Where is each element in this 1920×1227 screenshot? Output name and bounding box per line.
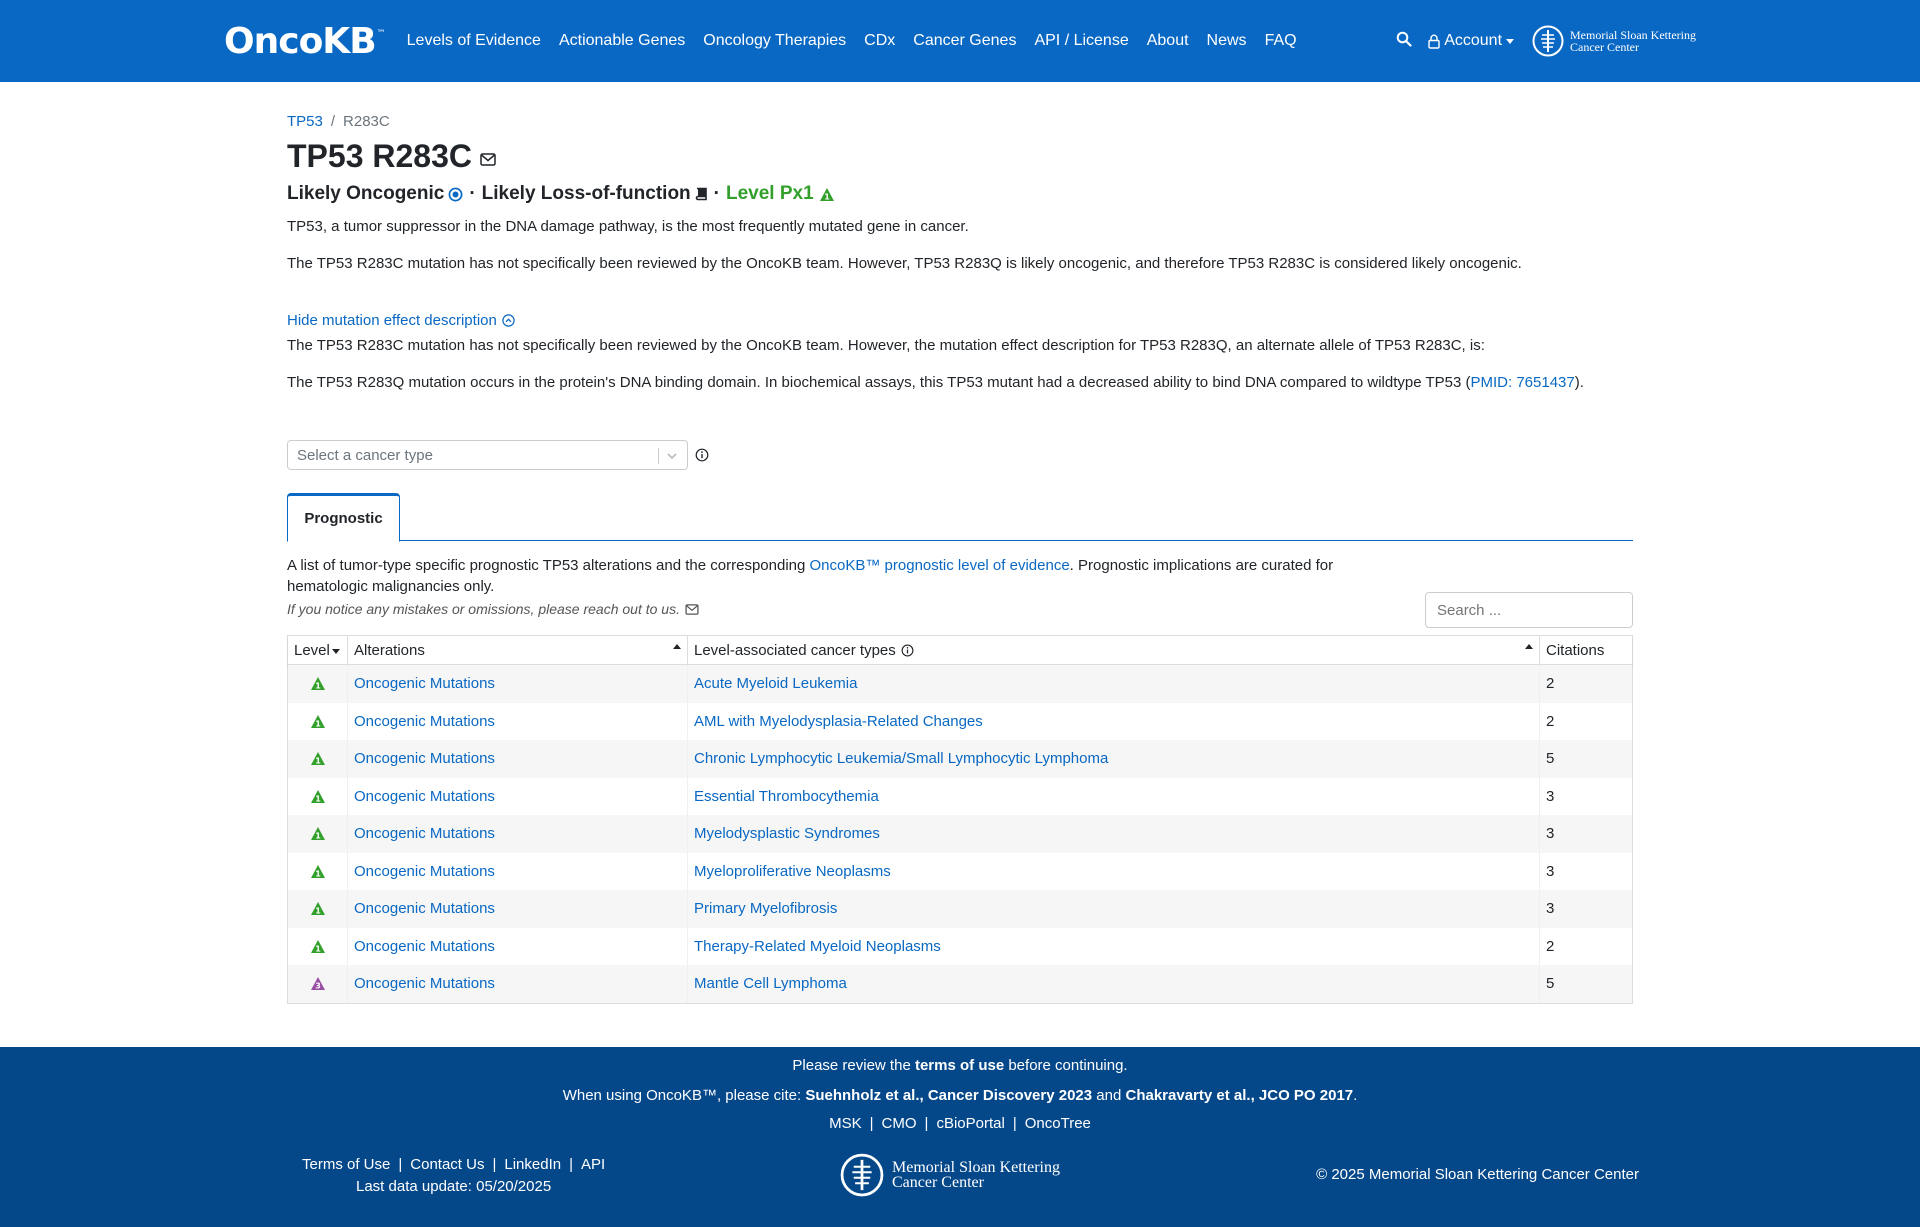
cancer-type-link[interactable]: Acute Myeloid Leukemia xyxy=(694,675,858,693)
nav-link-faq[interactable]: FAQ xyxy=(1264,32,1297,49)
footer-separator: | xyxy=(492,1156,497,1173)
level-cell xyxy=(288,740,348,778)
breadcrumb xyxy=(287,113,390,130)
cancer-type-cell xyxy=(688,928,1540,966)
level-cell xyxy=(288,778,348,816)
citation-link-2[interactable]: Chakravarty et al., JCO PO 2017 xyxy=(1125,1087,1354,1104)
alteration-cell xyxy=(348,965,688,1003)
svg-text:1: 1 xyxy=(314,681,321,691)
prognostic-table xyxy=(287,635,1633,1004)
level-icon[interactable] xyxy=(310,789,326,804)
footer-msk-line-1: Memorial Sloan Kettering xyxy=(892,1159,1060,1176)
citations-cell[interactable]: 3 xyxy=(1546,862,1555,880)
alteration-cell xyxy=(348,778,688,816)
variant-summary-line xyxy=(287,183,835,205)
chevron-down-icon xyxy=(1506,39,1514,44)
cancer-type-cell xyxy=(688,890,1540,928)
column-header-level[interactable] xyxy=(288,636,348,665)
alteration-link[interactable]: Oncogenic Mutations xyxy=(354,712,495,730)
msk-emblem-icon xyxy=(840,1150,884,1200)
footer-separator: | xyxy=(924,1115,929,1132)
level-px1-icon xyxy=(819,187,835,202)
citation-link-1[interactable]: Suehnholz et al., Cancer Discovery 2023 xyxy=(805,1087,1093,1104)
book-icon[interactable] xyxy=(695,187,708,201)
svg-text:1: 1 xyxy=(314,756,321,766)
level-icon[interactable] xyxy=(310,714,326,729)
table-row xyxy=(288,740,1632,778)
nav-link-cdx[interactable]: CDx xyxy=(864,32,896,49)
cancer-type-link[interactable]: Mantle Cell Lymphoma xyxy=(694,975,847,993)
cancer-type-select[interactable] xyxy=(287,440,688,470)
gene-summary: TP53, a tumor suppressor in the DNA damage pathway, is the most frequently mutated gene in cancer. xyxy=(287,218,969,235)
table-row xyxy=(288,703,1632,741)
prognostic-level-link[interactable]: OncoKB™ prognostic level of evidence xyxy=(809,557,1070,574)
footer-msk-logo[interactable] xyxy=(840,1150,1060,1200)
level-cell xyxy=(288,928,348,966)
table-search-input[interactable] xyxy=(1425,592,1633,628)
svg-text:1: 1 xyxy=(314,906,321,916)
svg-text:1: 1 xyxy=(314,944,321,954)
chevron-down-icon xyxy=(665,449,679,463)
citations-cell[interactable]: 2 xyxy=(1546,712,1555,730)
chevron-up-circle-icon xyxy=(502,314,515,327)
level-icon[interactable] xyxy=(310,939,326,954)
alteration-cell xyxy=(348,665,688,703)
cancer-type-link[interactable]: AML with Myelodysplasia-Related Changes xyxy=(694,712,983,730)
alteration-cell xyxy=(348,890,688,928)
cancer-type-link[interactable]: Essential Thrombocythemia xyxy=(694,787,879,805)
sort-desc-icon xyxy=(332,649,340,654)
level-label: Level Px1 xyxy=(725,183,814,204)
prognostic-description xyxy=(287,555,1377,597)
cancer-type-link[interactable]: Myelodysplastic Syndromes xyxy=(694,825,880,843)
cancer-type-link[interactable]: Therapy-Related Myeloid Neoplasms xyxy=(694,937,941,955)
last-data-update: Last data update: 05/20/2025 xyxy=(356,1178,552,1195)
citations-cell[interactable]: 3 xyxy=(1546,825,1555,843)
footer-review-pre: Please review the xyxy=(792,1057,915,1074)
feedback-note-text: If you notice any mistakes or omissions, please reach out to us. xyxy=(287,601,680,617)
mutation-effect-intro: The TP53 R283C mutation has not specifically been reviewed by the OncoKB team. However, the mutation effect description for TP53 R283Q, an alternate allele of TP53 R283C, is: xyxy=(287,337,1485,354)
breadcrumb-alteration: R283C xyxy=(343,113,390,130)
cancer-type-cell xyxy=(688,853,1540,891)
level-cell xyxy=(288,665,348,703)
alteration-cell xyxy=(348,740,688,778)
oncogenicity-label: Likely Oncogenic xyxy=(287,183,445,204)
column-header-cancer-types[interactable] xyxy=(688,636,1540,665)
level-cell xyxy=(288,965,348,1003)
citations-cell[interactable]: 5 xyxy=(1546,975,1555,993)
alteration-cell xyxy=(348,815,688,853)
footer-review-post: before continuing. xyxy=(1004,1057,1128,1074)
alteration-cell xyxy=(348,853,688,891)
table-row xyxy=(288,853,1632,891)
msk-line-1: Memorial Sloan Kettering xyxy=(1570,28,1696,42)
terms-of-use-link[interactable]: terms of use xyxy=(914,1057,1005,1074)
citations-cell[interactable]: 2 xyxy=(1546,675,1555,693)
column-header-citations[interactable] xyxy=(1540,636,1632,665)
nav-link-levels-of-evidence[interactable]: Levels of Evidence xyxy=(406,32,541,49)
envelope-icon[interactable] xyxy=(480,153,496,166)
search-icon[interactable] xyxy=(1396,31,1412,52)
footer-link-terms[interactable]: Terms of Use xyxy=(302,1156,391,1173)
prognostic-desc-pre: A list of tumor-type specific prognostic TP53 alterations and the corresponding xyxy=(287,557,810,574)
footer-cite-pre: When using OncoKB™, please cite: xyxy=(562,1087,806,1104)
oncogenic-icon xyxy=(448,187,463,202)
level-icon[interactable] xyxy=(310,751,326,766)
sort-icon xyxy=(1525,644,1533,649)
footer-link-contact[interactable]: Contact Us xyxy=(410,1156,485,1173)
hide-mutation-effect-text: Hide mutation effect description xyxy=(287,312,497,329)
footer-separator: | xyxy=(1012,1115,1017,1132)
level-icon[interactable] xyxy=(310,901,326,916)
column-header-citations-text: Citations xyxy=(1546,641,1605,659)
svg-text:1: 1 xyxy=(314,794,321,804)
envelope-icon[interactable] xyxy=(685,604,699,615)
alteration-link[interactable]: Oncogenic Mutations xyxy=(354,862,495,880)
msk-emblem-icon xyxy=(1532,24,1564,58)
cancer-type-link[interactable]: Chronic Lymphocytic Leukemia/Small Lymphocytic Lymphoma xyxy=(694,750,1109,768)
citations-cell[interactable]: 3 xyxy=(1546,787,1555,805)
alteration-link[interactable]: Oncogenic Mutations xyxy=(354,975,495,993)
msk-logo[interactable] xyxy=(1532,24,1696,58)
alteration-link[interactable]: Oncogenic Mutations xyxy=(354,937,495,955)
level-icon[interactable] xyxy=(310,976,326,991)
table-body xyxy=(288,665,1632,1003)
alteration-cell xyxy=(348,928,688,966)
footer-cite-and: and xyxy=(1092,1087,1126,1104)
variant-summary: The TP53 R283C mutation has not specifically been reviewed by the OncoKB team. However, TP53 R283Q is likely oncogenic, and therefore TP53 R283C is considered likely oncogenic. xyxy=(287,255,1522,272)
citations-cell[interactable]: 5 xyxy=(1546,750,1555,768)
nav-links xyxy=(407,32,1315,50)
cancer-type-cell xyxy=(688,665,1540,703)
footer-separator: | xyxy=(869,1115,874,1132)
evidence-tabs xyxy=(287,493,1633,541)
level-cell xyxy=(288,853,348,891)
nav-link-news[interactable]: News xyxy=(1206,32,1247,49)
cancer-type-placeholder: Select a cancer type xyxy=(297,446,433,464)
table-row xyxy=(288,965,1632,1003)
level-cell xyxy=(288,815,348,853)
footer-partner-links xyxy=(0,1115,1920,1132)
table-row xyxy=(288,928,1632,966)
feedback-note xyxy=(287,601,699,617)
svg-text:1: 1 xyxy=(314,831,321,841)
level-icon[interactable] xyxy=(310,826,326,841)
hide-mutation-effect-link[interactable] xyxy=(287,312,515,329)
footer-cite-end: . xyxy=(1353,1087,1358,1104)
pmid-link[interactable]: PMID: 7651437 xyxy=(1470,374,1575,391)
mutation-effect-end: ). xyxy=(1574,374,1584,391)
page-title xyxy=(287,138,496,175)
table-row xyxy=(288,778,1632,816)
footer-link-msk[interactable]: MSK xyxy=(829,1115,862,1132)
alteration-cell xyxy=(348,703,688,741)
alteration-link[interactable]: Oncogenic Mutations xyxy=(354,787,495,805)
citations-cell[interactable]: 2 xyxy=(1546,937,1555,955)
footer-separator: | xyxy=(569,1156,573,1173)
column-header-level-text: Level xyxy=(294,641,330,659)
lock-icon xyxy=(1428,34,1440,49)
column-header-cancer-types-text: Level-associated cancer types xyxy=(694,641,896,659)
nav-link-api-license[interactable]: API / License xyxy=(1034,32,1129,49)
cancer-type-cell xyxy=(688,740,1540,778)
table-header xyxy=(288,636,1632,665)
table-row xyxy=(288,665,1632,703)
cancer-type-link[interactable]: Myeloproliferative Neoplasms xyxy=(694,862,891,880)
svg-text:1: 1 xyxy=(823,192,830,201)
footer-link-cmo[interactable]: CMO xyxy=(881,1115,917,1132)
summary-dot-1: · xyxy=(469,183,476,204)
info-icon[interactable] xyxy=(901,644,914,657)
cancer-type-filter xyxy=(287,440,709,470)
footer-link-linkedin[interactable]: LinkedIn xyxy=(504,1156,562,1173)
select-divider xyxy=(658,448,659,464)
footer-separator: | xyxy=(398,1156,403,1173)
level-cell xyxy=(288,703,348,741)
logo-text: OncoKB xyxy=(224,20,376,62)
table-row xyxy=(288,890,1632,928)
sort-icon xyxy=(673,644,681,649)
footer-link-oncotree[interactable]: OncoTree xyxy=(1024,1115,1091,1132)
alteration-link[interactable]: Oncogenic Mutations xyxy=(354,750,495,768)
table-row xyxy=(288,815,1632,853)
footer-terms-line xyxy=(0,1057,1920,1074)
mutation-effect-description xyxy=(287,371,1633,394)
mutation-effect-label: Likely Loss-of-function xyxy=(481,183,691,204)
prognostic-desc-post: . Prognostic implications are curated for hematologic malignancies only. xyxy=(287,557,1334,595)
column-header-alterations-text: Alterations xyxy=(354,641,425,659)
cancer-type-cell xyxy=(688,815,1540,853)
column-header-alterations[interactable] xyxy=(348,636,688,665)
account-label: Account xyxy=(1444,32,1503,49)
tab-prognostic[interactable]: Prognostic xyxy=(287,493,400,542)
footer-cite-line xyxy=(0,1087,1920,1104)
level-icon[interactable] xyxy=(310,864,326,879)
footer xyxy=(0,1047,1920,1227)
citations-cell[interactable]: 3 xyxy=(1546,900,1555,918)
account-menu[interactable] xyxy=(1428,32,1514,50)
nav-link-about[interactable]: About xyxy=(1146,32,1189,49)
top-navbar xyxy=(0,0,1920,82)
nav-link-actionable-genes[interactable]: Actionable Genes xyxy=(558,32,686,49)
nav-link-cancer-genes[interactable]: Cancer Genes xyxy=(913,32,1017,49)
svg-text:1: 1 xyxy=(314,719,321,729)
level-icon[interactable] xyxy=(310,676,326,691)
cancer-type-cell xyxy=(688,965,1540,1003)
footer-link-api[interactable]: API xyxy=(581,1156,606,1173)
oncokb-logo[interactable] xyxy=(224,21,385,62)
footer-link-cbioportal[interactable]: cBioPortal xyxy=(936,1115,1005,1132)
breadcrumb-separator: / xyxy=(330,113,336,130)
breadcrumb-gene-link[interactable]: TP53 xyxy=(287,113,323,130)
info-icon[interactable] xyxy=(695,448,709,462)
mutation-effect-text: The TP53 R283Q mutation occurs in the protein's DNA binding domain. In biochemical assays, this TP53 mutant had a decreased ability to bind DNA compared to wildtype TP53 ( xyxy=(287,374,1471,391)
alteration-link[interactable]: Oncogenic Mutations xyxy=(354,675,495,693)
alteration-link[interactable]: Oncogenic Mutations xyxy=(354,825,495,843)
level-cell xyxy=(288,890,348,928)
nav-link-oncology-therapies[interactable]: Oncology Therapies xyxy=(703,32,847,49)
svg-text:3: 3 xyxy=(314,981,321,991)
svg-text:1: 1 xyxy=(314,869,321,879)
footer-msk-line-2: Cancer Center xyxy=(892,1174,984,1191)
logo-trademark: ™ xyxy=(376,28,385,39)
cancer-type-link[interactable]: Primary Myelofibrosis xyxy=(694,900,838,918)
page-title-text: TP53 R283C xyxy=(287,138,472,174)
cancer-type-cell xyxy=(688,778,1540,816)
cancer-type-cell xyxy=(688,703,1540,741)
copyright: © 2025 Memorial Sloan Kettering Cancer Center xyxy=(1316,1166,1639,1183)
msk-line-2: Cancer Center xyxy=(1570,40,1639,54)
footer-left xyxy=(302,1154,605,1198)
alteration-link[interactable]: Oncogenic Mutations xyxy=(354,900,495,918)
summary-dot-2: · xyxy=(713,183,720,204)
